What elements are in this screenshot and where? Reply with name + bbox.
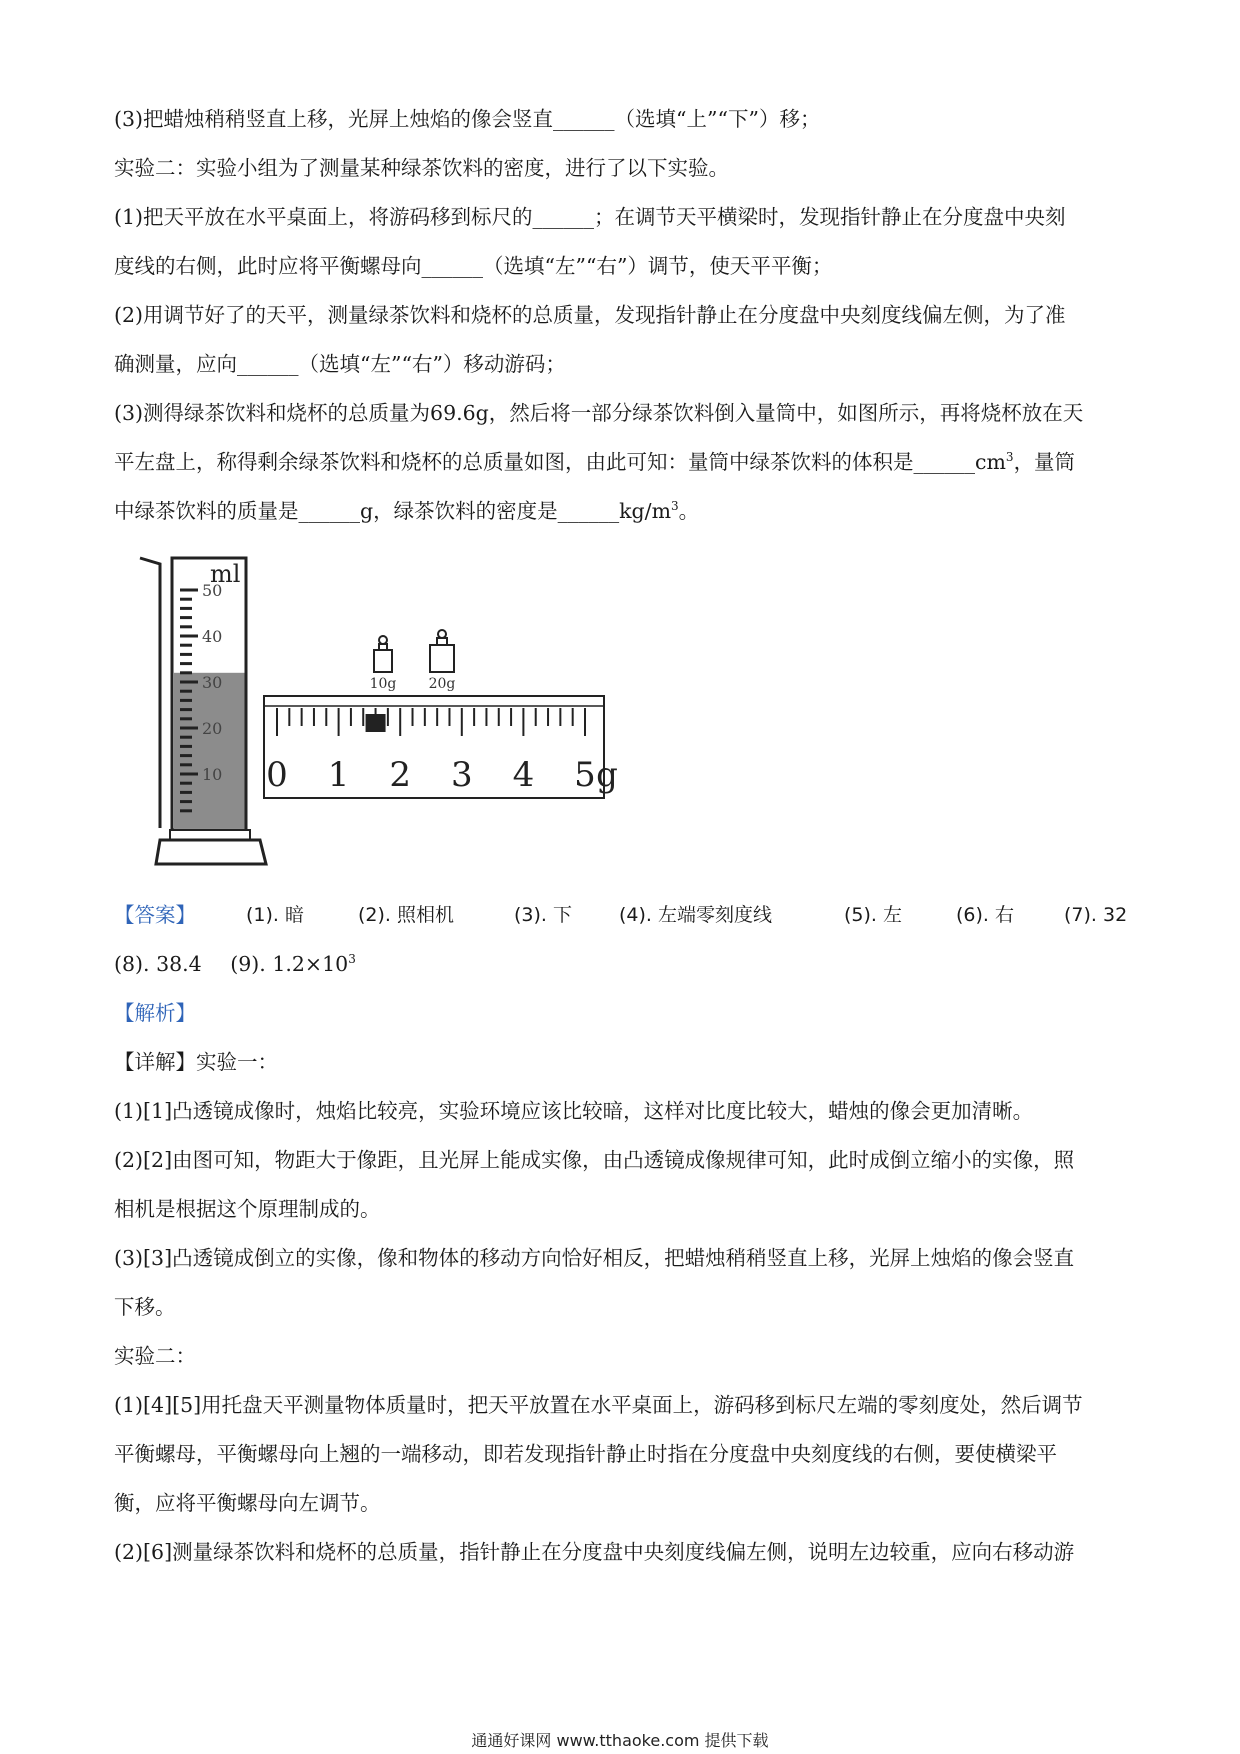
answer-item-8: (8). 38.4 <box>114 952 202 976</box>
answer-item-1: (1). 暗 <box>246 904 304 926</box>
answer-item-3: (3). 下 <box>514 904 572 926</box>
answer-tag: 【答案】 <box>114 903 196 927</box>
answer-item-2: (2). 照相机 <box>358 904 454 926</box>
question-line-9 <box>114 496 1134 526</box>
weight-10g-label: 10g <box>369 676 397 692</box>
scale-frame <box>264 696 604 798</box>
answer-item-5: (5). 左 <box>844 904 902 926</box>
weights-group <box>370 630 456 692</box>
cylinder-scale-label: 30 <box>202 673 223 692</box>
weight-20g <box>429 630 456 692</box>
answer-item-6: (6). 右 <box>956 904 1014 926</box>
explanation-line-7: 实验二： <box>114 1344 196 1368</box>
ruler-label: 5 <box>574 755 596 795</box>
experiment-figure <box>130 548 618 878</box>
question-line-8-text: 平左盘上，称得剩余绿茶饮料和烧杯的总质量如图，由此可知：量筒中绿茶饮料的体积是______cm <box>114 450 1006 474</box>
ruler-label: 3 <box>450 755 473 795</box>
ruler-label: 0 <box>266 755 288 795</box>
rider-scale <box>264 696 618 798</box>
answer-row-2 <box>114 949 1134 979</box>
question-line-9-suffix: 。 <box>678 499 700 523</box>
rider <box>366 714 386 732</box>
footer-watermark: 通通好课网 www.tthaoke.com 提供下载 <box>471 1731 769 1750</box>
weight-10g <box>370 636 397 692</box>
weight-20g-label: 20g <box>428 676 456 692</box>
graduated-cylinder <box>140 558 266 864</box>
explanation-line-4: 相机是根据这个原理制成的。 <box>114 1197 381 1221</box>
superscript: 3 <box>1005 450 1014 465</box>
question-line-8-suffix: ，量筒 <box>1013 450 1076 474</box>
cylinder-scale-label: 10 <box>202 765 223 784</box>
explanation-line-3: (2)[2]由图可知，物距大于像距，且光屏上能成实像，由凸透镜成像规律可知，此时成倒立缩小的实像，照 <box>114 1148 1075 1172</box>
explanation-line-10: 衡，应将平衡螺母向左调节。 <box>114 1491 381 1515</box>
answer-item-7: (7). 32 <box>1064 904 1128 926</box>
cylinder-scale-label: 20 <box>202 719 223 738</box>
answer-item-9-sup: 3 <box>348 952 356 967</box>
cylinder-base <box>156 840 266 864</box>
ruler-label: 1 <box>327 755 350 795</box>
question-line-6: 确测量，应向______（选填“左”“右”）移动游码； <box>114 352 566 376</box>
cylinder-scale-label: 50 <box>202 581 223 600</box>
cylinder-unit-label: ml <box>210 560 241 588</box>
question-line-9-text: 中绿茶饮料的质量是______g，绿茶饮料的密度是______kg/m <box>114 499 672 523</box>
explanation-line-8: (1)[4][5]用托盘天平测量物体质量时，把天平放置在水平桌面上，游码移到标尺左端的零刻度处，然后调节 <box>114 1393 1083 1417</box>
question-line-5: (2)用调节好了的天平，测量绿茶饮料和烧杯的总质量，发现指针静止在分度盘中央刻度线偏左侧，为了准 <box>114 303 1066 327</box>
analysis-tag: 【解析】 <box>114 1001 196 1025</box>
cylinder-liquid <box>174 673 246 828</box>
ruler-label: 2 <box>389 755 412 795</box>
cylinder-scale-label: 40 <box>202 627 223 646</box>
ruler-label: g <box>596 755 618 795</box>
question-line-2: 实验二：实验小组为了测量某种绿茶饮料的密度，进行了以下实验。 <box>114 156 729 180</box>
question-line-4: 度线的右侧，此时应将平衡螺母向______（选填“左”“右”）调节，使天平平衡； <box>114 254 833 278</box>
explanation-line-6: 下移。 <box>114 1295 176 1319</box>
explanation-line-11: (2)[6]测量绿茶饮料和烧杯的总质量，指针静止在分度盘中央刻度线偏左侧，说明左边较重，应向右移动游 <box>114 1540 1075 1564</box>
question-line-8 <box>114 447 1134 477</box>
ruler-label: 4 <box>512 755 535 795</box>
question-line-1: (3)把蜡烛稍稍竖直上移，光屏上烛焰的像会竖直______（选填“上”“下”）移； <box>114 107 821 131</box>
explanation-line-9: 平衡螺母，平衡螺母向上翘的一端移动，即若发现指针静止时指在分度盘中央刻度线的右侧，要使横梁平 <box>114 1442 1057 1466</box>
question-line-3: (1)把天平放在水平桌面上，将游码移到标尺的______；在调节天平横梁时，发现指针静止在分度盘中央刻 <box>114 205 1066 229</box>
question-line-7: (3)测得绿茶饮料和烧杯的总质量为69.6g，然后将一部分绿茶饮料倒入量筒中，如图所示，再将烧杯放在天 <box>114 401 1084 425</box>
answer-item-4: (4). 左端零刻度线 <box>619 904 772 926</box>
explanation-line-1: 【详解】实验一： <box>114 1050 278 1074</box>
superscript: 3 <box>671 499 679 514</box>
explanation-line-2: (1)[1]凸透镜成像时，烛焰比较亮，实验环境应该比较暗，这样对比度比较大，蜡烛的像会更加清晰。 <box>114 1099 1034 1123</box>
answer-item-9: (9). 1.2×10 <box>230 952 349 976</box>
explanation-line-5: (3)[3]凸透镜成倒立的实像，像和物体的移动方向恰好相反，把蜡烛稍稍竖直上移，光屏上烛焰的像会竖直 <box>114 1246 1075 1270</box>
